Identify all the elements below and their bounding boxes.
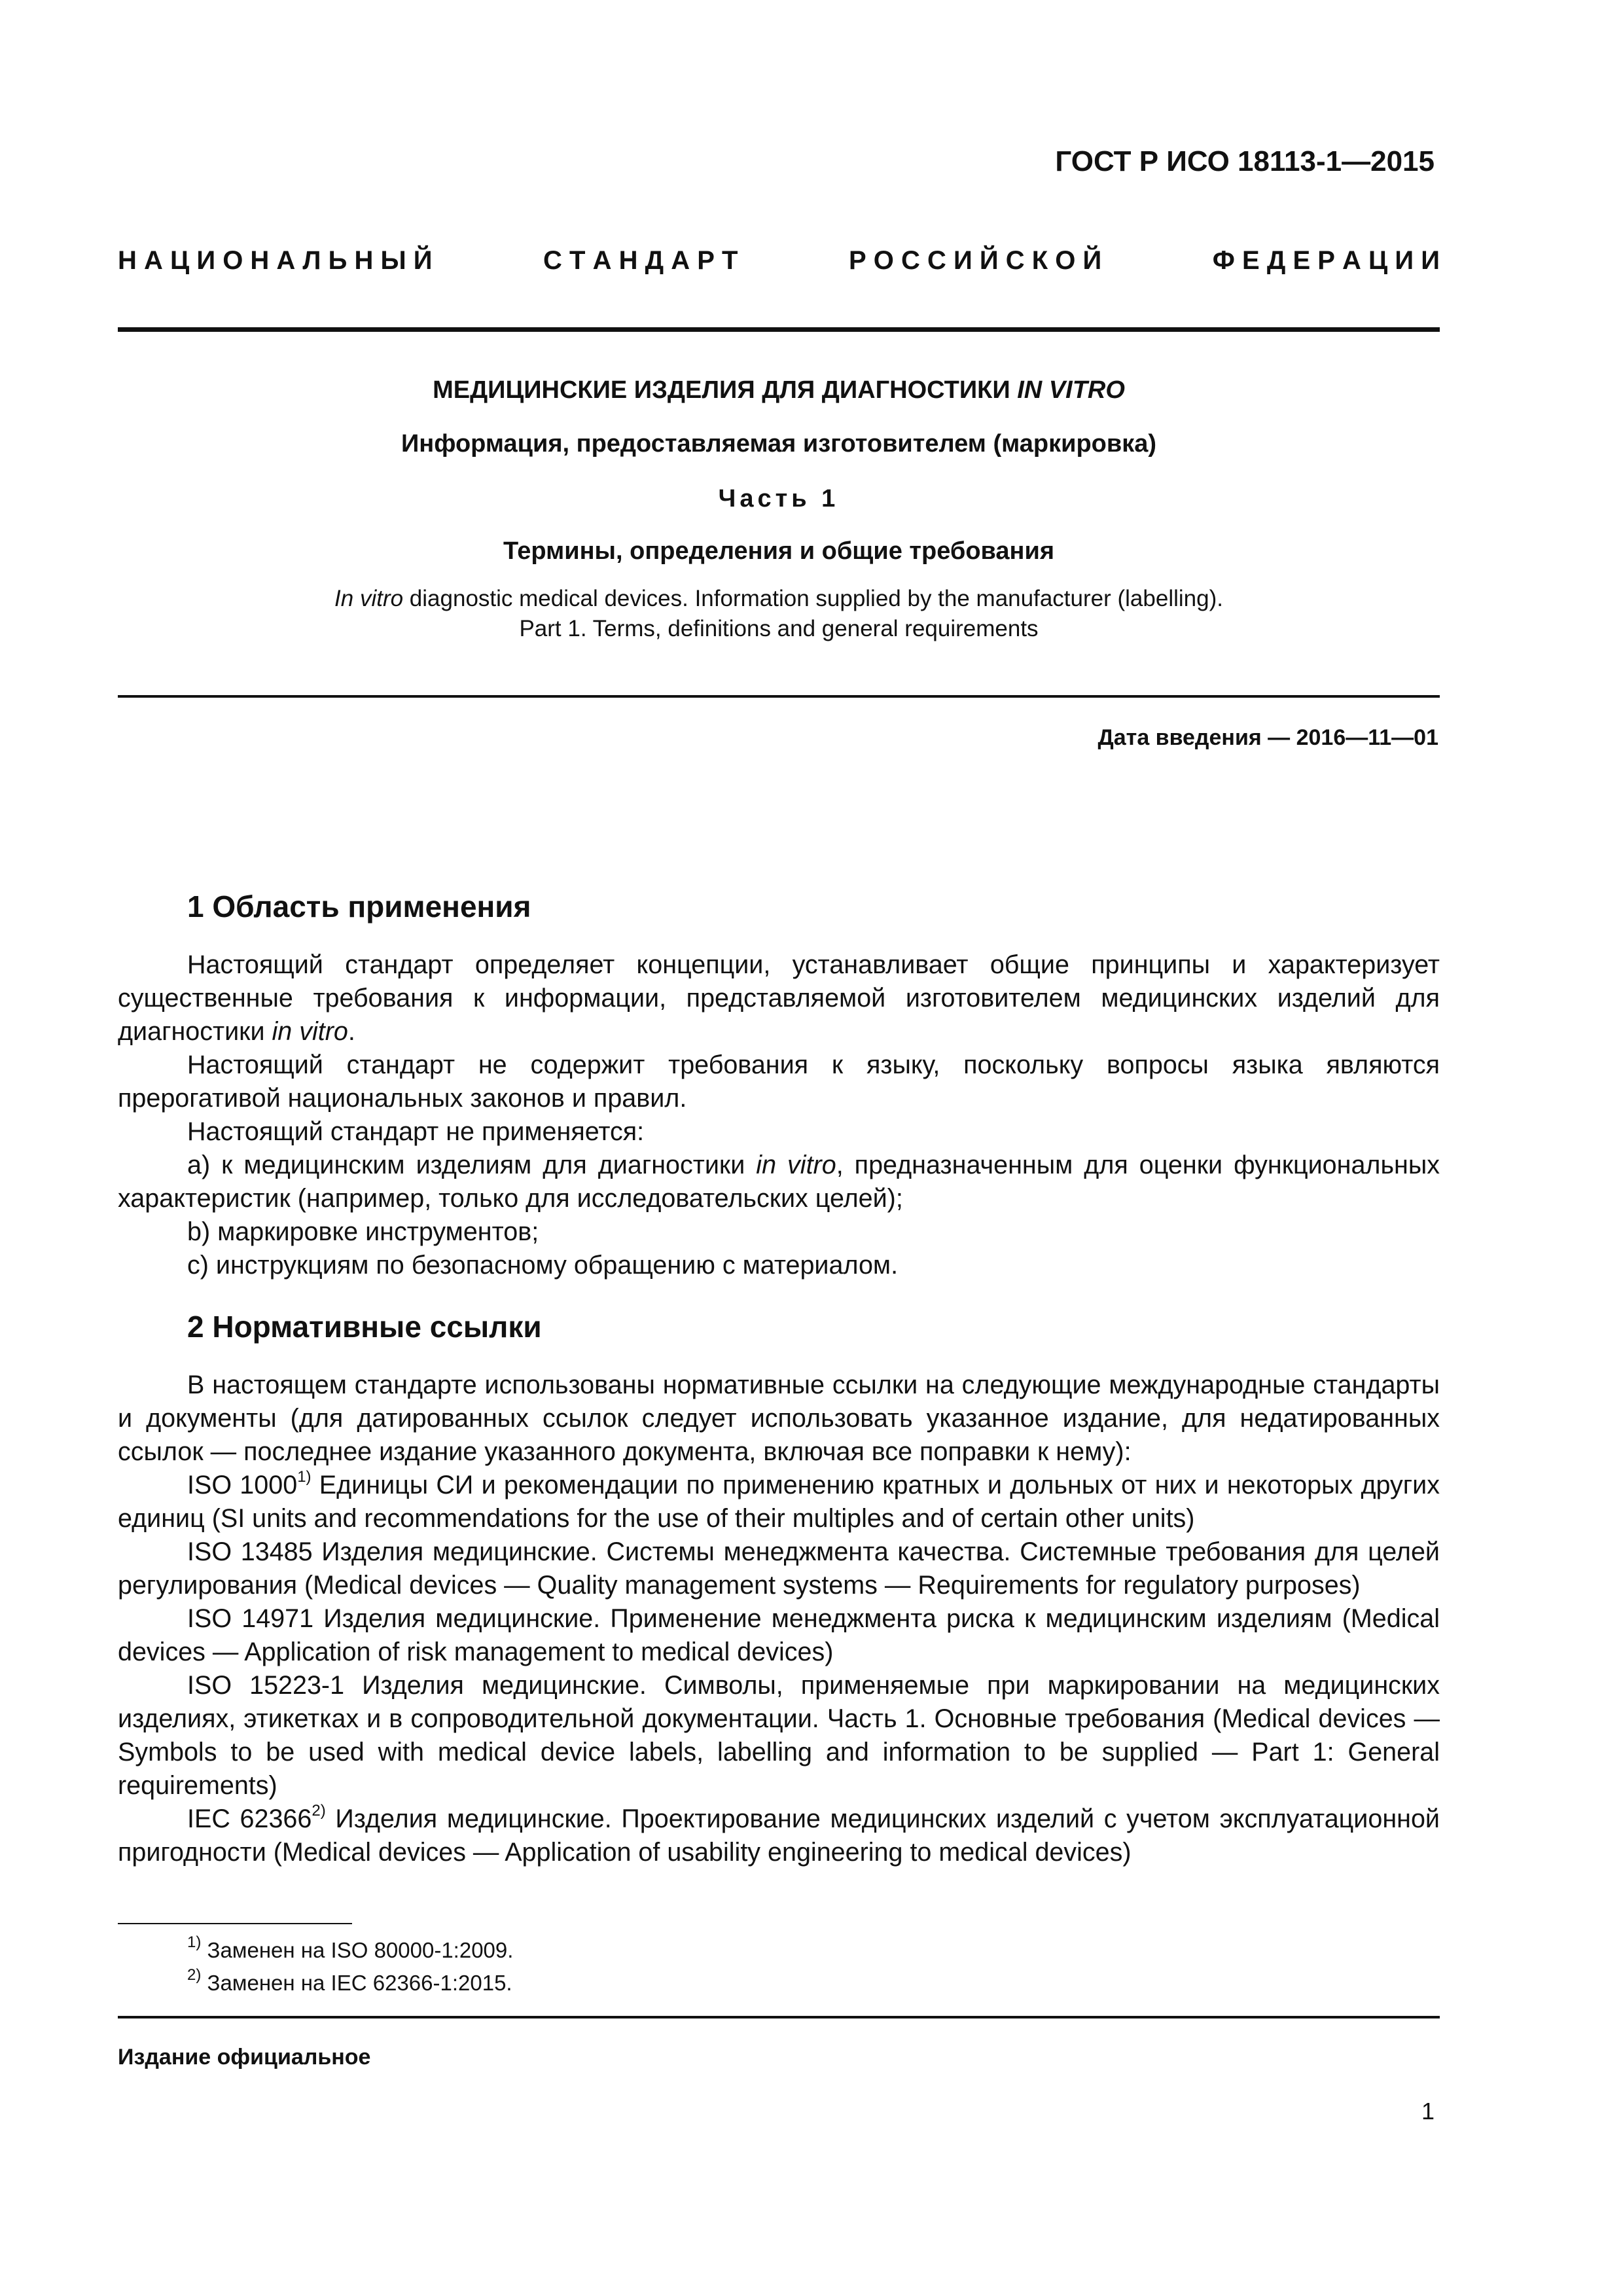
list-item: a) к медицинским изделиям для диагностики in vitro, предназначенным для оценки функциональных характеристик (например, только для исследовательских целей);	[118, 1151, 1440, 1213]
national-standard-heading	[118, 246, 1440, 276]
document-part-title: Термины, определения и общие требования	[503, 537, 1055, 565]
footnote: $^{1)}$ Заменен на ISO 80000-1:2009.	[187, 1933, 514, 1962]
official-edition-label: Издание официальное	[118, 2045, 371, 2070]
paragraph: Настоящий стандарт определяет концепции, устанавливает общие принципы и характеризует существенные требования к информации, представляемой изготовителем медицинских изделий для диагностики in vitro.	[118, 950, 1440, 1046]
reference-item: ISO 1000$^{1)}$ Единицы СИ и рекомендации по применению кратных и дольных от них и некоторых других единиц (SI units and recommendations for the use of their multiples and of certain other units)	[118, 1467, 1440, 1533]
reference-item: IEC 62366$^{2)}$ Изделия медицинские. Проектирование медицинских изделий с учетом эксплуатационной пригодности (Medical devices — Application of usability engineering to medical devices)	[118, 1801, 1440, 1867]
national-word: Ф Е Д Е Р А Ц И И	[1212, 246, 1440, 275]
paragraph: Настоящий стандарт не применяется:	[187, 1117, 645, 1146]
standard-designation: ГОСТ Р ИСО 18113-1—2015	[1055, 145, 1435, 177]
list-item: c) инструкциям по безопасному обращению с материалом.	[187, 1251, 899, 1280]
document-title: МЕДИЦИНСКИЕ ИЗДЕЛИЯ ДЛЯ ДИАГНОСТИКИ IN VITRO	[433, 376, 1125, 404]
footnotes	[118, 1934, 1440, 2000]
page-number: 1	[1421, 2098, 1435, 2125]
reference-item: ISO 15223-1 Изделия медицинские. Символы, применяемые при маркировании на медицинских изделиях, этикетках и в сопроводительной документации. Часть 1. Основные требования (Medical devices — Symbols to be used with medical device labels, labelling and information to be supplied — Part 1: General requirements)	[118, 1671, 1440, 1800]
footnote-ref: 2)	[312, 1801, 326, 1820]
footnote-ref: 1)	[297, 1467, 312, 1486]
list-item: b) маркировке инструментов;	[187, 1217, 539, 1246]
footer-divider	[118, 2016, 1440, 2018]
national-word: С Т А Н Д А Р Т	[543, 246, 738, 275]
reference-item: ISO 13485 Изделия медицинские. Системы менеджмента качества. Системные требования для целей регулирования (Medical devices — Quality management systems — Requirements for regulatory purposes)	[118, 1537, 1440, 1600]
national-word: Р О С С И Й С К О Й	[848, 246, 1102, 275]
document-subtitle-info: Информация, предоставляемая изготовителем (маркировка)	[401, 430, 1157, 457]
footnote-divider	[118, 1923, 352, 1924]
title-block	[118, 372, 1440, 644]
section-2-heading: 2 Нормативные ссылки	[187, 1310, 542, 1344]
document-part: Часть 1	[718, 485, 840, 512]
introduction-date: Дата введения — 2016—11—01	[1097, 725, 1438, 750]
reference-item: ISO 14971 Изделия медицинские. Применение менеджмента риска к медицинским изделиям (Medical devices — Application of risk management to medical devices)	[118, 1604, 1440, 1666]
national-word: Н А Ц И О Н А Л Ь Н Ы Й	[118, 246, 433, 275]
document-body	[118, 887, 1440, 1869]
paragraph: Настоящий стандарт не содержит требования к языку, поскольку вопросы языка являются прерогативой национальных законов и правил.	[118, 1050, 1440, 1113]
english-title: In vitro diagnostic medical devices. Information supplied by the manufacturer (labelling). Part 1. Terms, definitions and general requirements	[334, 586, 1223, 641]
section-1-heading: 1 Область применения	[187, 889, 531, 924]
footnote: $^{2)}$ Заменен на IEC 62366-1:2015.	[187, 1966, 512, 1995]
header-divider	[118, 327, 1440, 332]
title-divider	[118, 695, 1440, 698]
paragraph: В настоящем стандарте использованы нормативные ссылки на следующие международные стандарты и документы (для датированных ссылок следует использовать указанное издание, для недатированных ссылок — последнее издание указанного документа, включая все поправки к нему):	[118, 1371, 1440, 1466]
